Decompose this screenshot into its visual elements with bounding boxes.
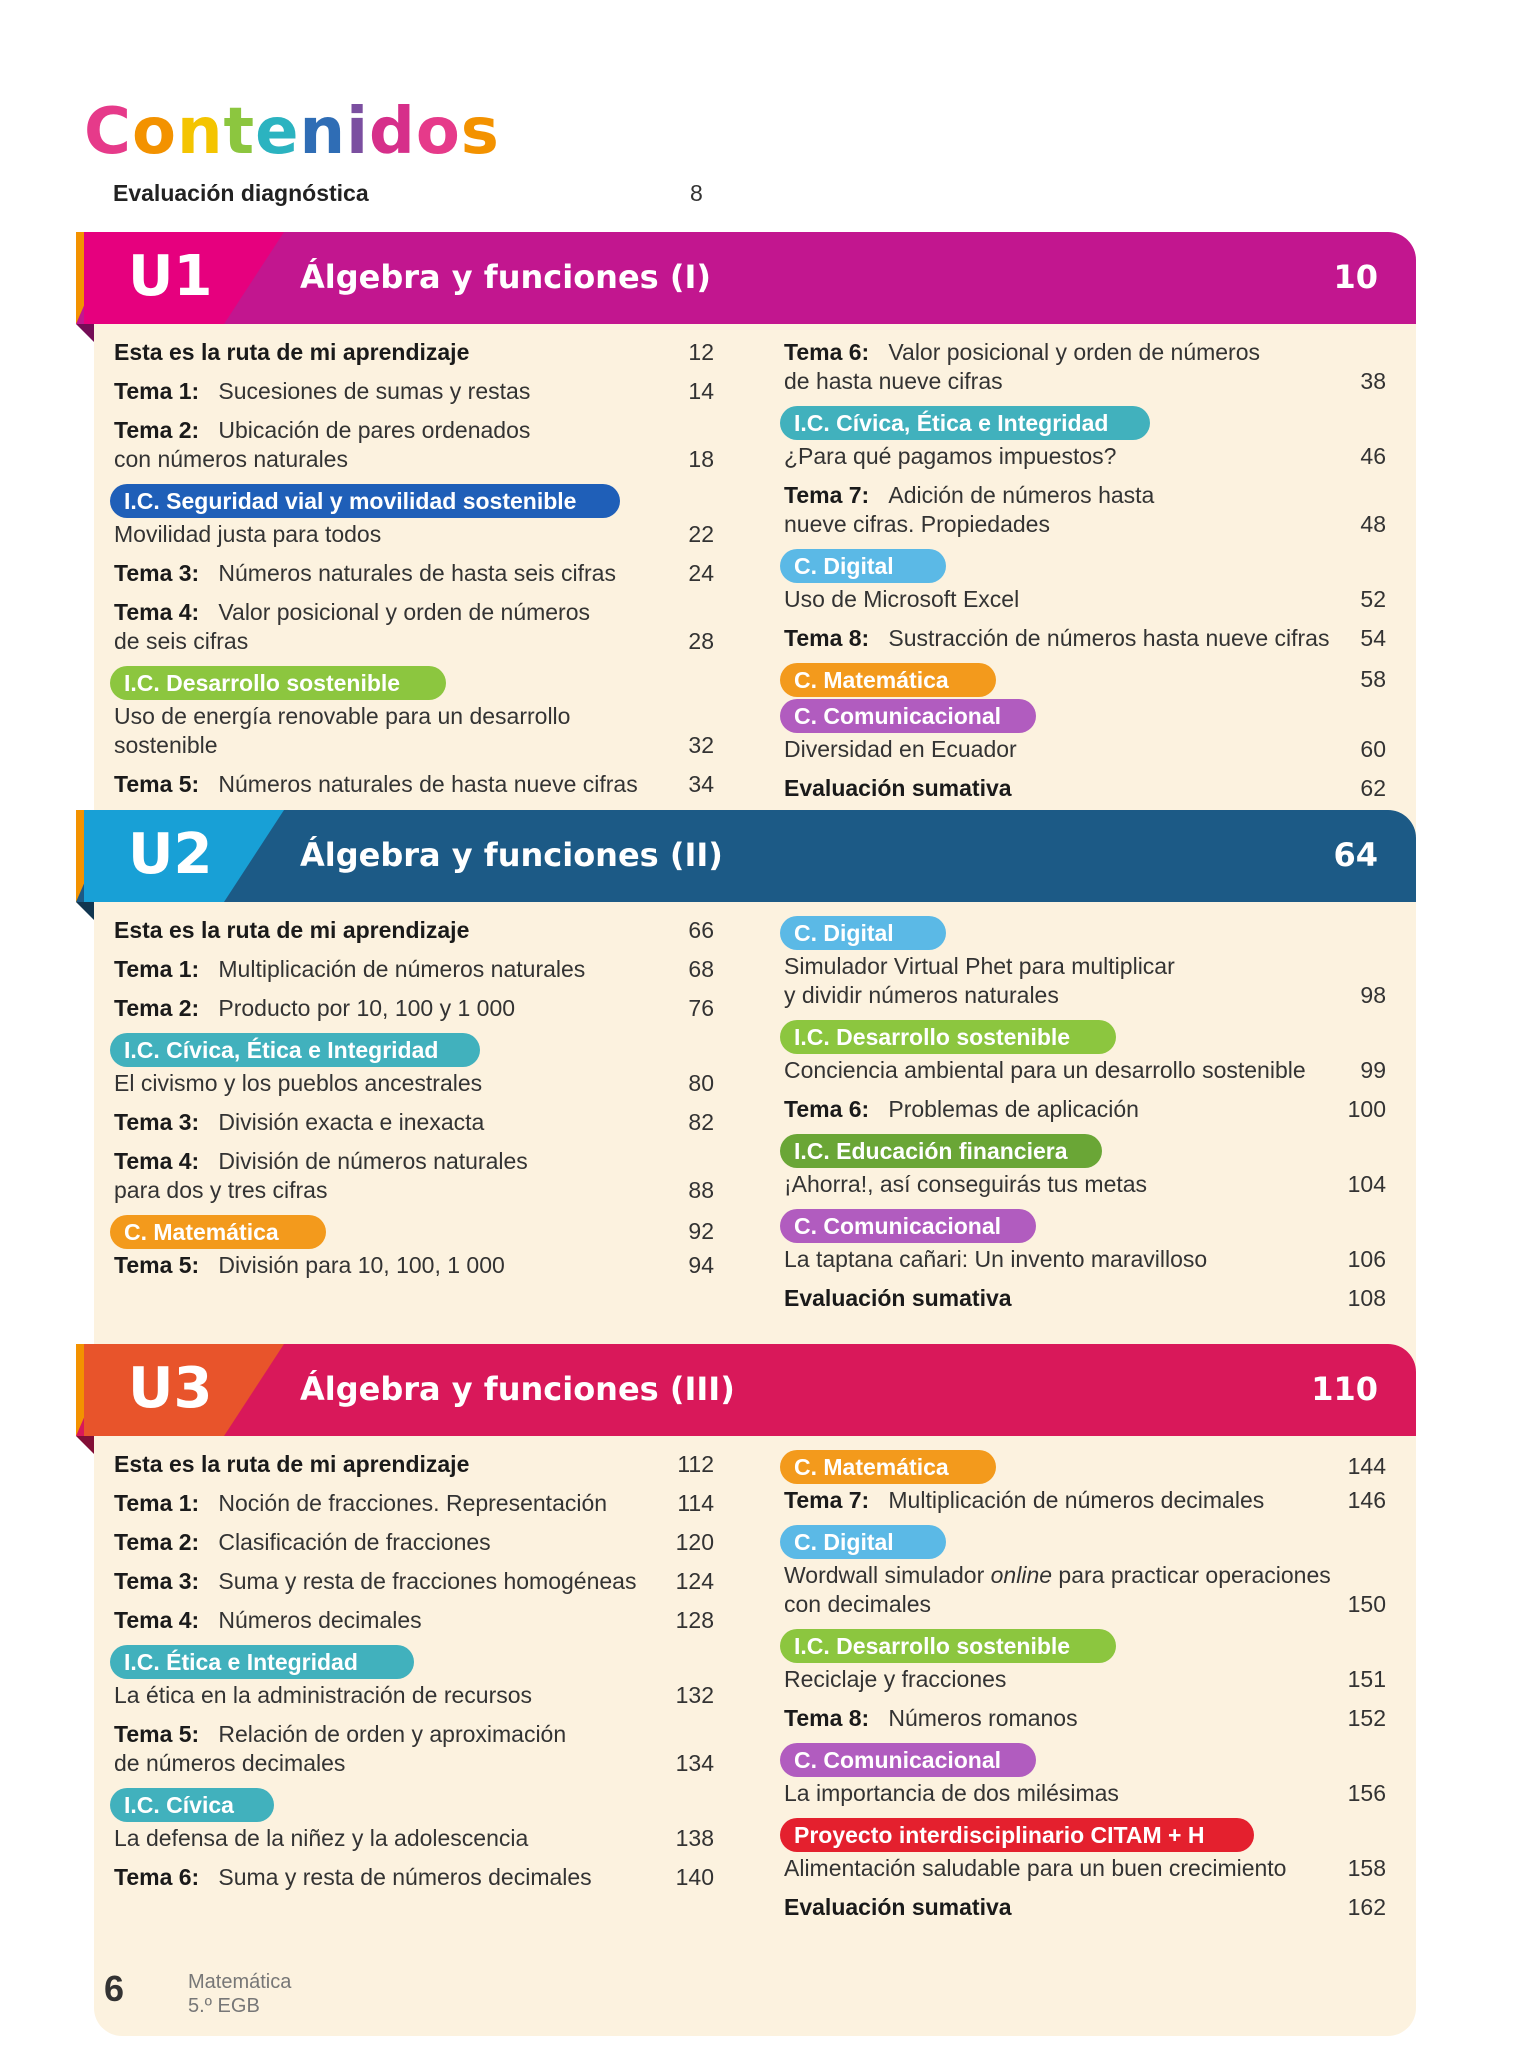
entry-label: Evaluación sumativa <box>784 1285 1012 1311</box>
entry-label: Tema 6: <box>114 1864 200 1890</box>
toc-entry[interactable] <box>114 559 714 588</box>
entry-line <box>784 1095 1386 1124</box>
entry-title: Noción de fracciones. Representación <box>218 1490 608 1516</box>
unit-title: Álgebra y funciones (III) <box>300 1370 735 1408</box>
entry-line <box>114 1251 714 1280</box>
title-letter: e <box>255 95 300 169</box>
section-badge[interactable]: C. Digital <box>780 549 946 583</box>
entry-line <box>114 1528 714 1557</box>
footer-grade: 5.º EGB <box>188 1995 260 2017</box>
toc-entry[interactable] <box>784 442 1386 471</box>
diagnostic-label: Evaluación diagnóstica <box>113 180 369 206</box>
entry-line <box>784 1056 1386 1085</box>
entry-line <box>784 1245 1386 1274</box>
toc-entry[interactable] <box>114 416 714 474</box>
entry-line <box>114 1681 714 1710</box>
entry-line <box>784 1854 1386 1883</box>
entry-page: 128 <box>675 1607 714 1633</box>
entry-title: Números naturales de hasta nueve cifras <box>218 771 638 797</box>
entry-label: Tema 7: <box>784 482 870 508</box>
entry-page: 140 <box>675 1864 714 1890</box>
entry-page: 80 <box>688 1070 714 1096</box>
entry-title: Diversidad en Ecuador <box>784 736 1017 762</box>
toc-entry[interactable] <box>114 1108 714 1137</box>
title-letter: i <box>346 95 369 169</box>
footer-page-number: 6 <box>104 1968 125 2009</box>
entry-label: Tema 3: <box>114 1568 200 1594</box>
entry-title: Sustracción de números hasta nueve cifras <box>888 625 1330 651</box>
entry-page: 22 <box>688 521 714 547</box>
entry-title: ¿Para qué pagamos impuestos? <box>784 443 1117 469</box>
entry-title: Números romanos <box>888 1705 1078 1731</box>
toc-entry[interactable] <box>784 585 1386 614</box>
entry-page: 158 <box>1347 1855 1386 1881</box>
entry-page: 52 <box>1360 586 1386 612</box>
entry-page: 62 <box>1360 775 1386 801</box>
entry-title: La importancia de dos milésimas <box>784 1780 1119 1806</box>
toc-entry[interactable] <box>784 1170 1386 1199</box>
section-badge[interactable]: C. Matemática <box>780 1450 996 1484</box>
entry-line <box>784 774 1386 803</box>
section-badge[interactable]: I.C. Cívica, Ética e Integridad <box>110 1033 480 1067</box>
entry-page: 114 <box>677 1490 714 1516</box>
entry-page: 108 <box>1347 1285 1386 1311</box>
entry-label: Tema 2: <box>114 1529 200 1555</box>
entry-title: División de números naturales <box>218 1148 528 1174</box>
section-badge[interactable]: I.C. Educación financiera <box>780 1134 1102 1168</box>
entry-title: Ubicación de pares ordenados <box>218 417 531 443</box>
entry-title-continued: de números decimales <box>114 1750 346 1776</box>
entry-title-continued: para dos y tres cifras <box>114 1177 328 1203</box>
entry-line <box>114 916 714 945</box>
entry-label: Tema 1: <box>114 1490 200 1516</box>
unit-section <box>76 232 1416 882</box>
entry-line <box>114 1824 714 1853</box>
entry-line <box>114 598 714 627</box>
entry-title-continued: con decimales <box>784 1591 932 1617</box>
entry-title: ¡Ahorra!, así conseguirás tus metas <box>784 1171 1148 1197</box>
toc-entry[interactable] <box>114 1069 714 1098</box>
entry-title: Reciclaje y fracciones <box>784 1666 1007 1692</box>
entry-page: 12 <box>688 339 714 365</box>
entry-page: 94 <box>688 1252 714 1278</box>
entry-title: Valor posicional y orden de números <box>888 339 1261 365</box>
entry-title: Números naturales de hasta seis cifras <box>218 560 616 586</box>
entry-page: 38 <box>1360 368 1386 394</box>
toc-entry[interactable] <box>114 338 714 367</box>
entry-line <box>784 442 1386 471</box>
toc-entry[interactable] <box>114 1567 714 1596</box>
entry-title-continued: con números naturales <box>114 446 348 472</box>
toc-entry[interactable] <box>114 702 714 760</box>
entry-title: División exacta e inexacta <box>218 1109 485 1135</box>
entry-line <box>784 1284 1386 1313</box>
entry-label: Tema 4: <box>114 1148 200 1174</box>
entry-line <box>784 481 1386 510</box>
entry-line <box>784 1779 1386 1808</box>
entry-title: Suma y resta de fracciones homogéneas <box>218 1568 637 1594</box>
entry-page: 24 <box>688 560 714 586</box>
toc-entry[interactable] <box>784 1056 1386 1085</box>
entry-title: Movilidad justa para todos <box>114 521 382 547</box>
entry-label: Esta es la ruta de mi aprendizaje <box>114 1451 470 1477</box>
entry-page: 132 <box>675 1682 714 1708</box>
entry-title: Producto por 10, 100 y 1 000 <box>218 995 516 1021</box>
entry-line <box>114 338 714 367</box>
title-letter: o <box>415 95 461 169</box>
entry-label: Tema 6: <box>784 1096 870 1122</box>
entry-page: 18 <box>688 446 714 472</box>
entry-line <box>114 1450 714 1479</box>
entry-page: 162 <box>1347 1894 1386 1920</box>
entry-page: 88 <box>688 1177 714 1203</box>
entry-title-continued: sostenible <box>114 732 218 758</box>
entry-page: 150 <box>1347 1591 1386 1617</box>
toc-entry[interactable] <box>784 1486 1386 1515</box>
entry-label: Tema 1: <box>114 956 200 982</box>
section-badge[interactable]: Proyecto interdisciplinario CITAM + H <box>780 1818 1254 1852</box>
entry-page: 99 <box>1360 1057 1386 1083</box>
entry-title: La taptana cañari: Un invento maravilloso <box>784 1246 1208 1272</box>
unit-page: 110 <box>1311 1370 1378 1408</box>
entry-title: Adición de números hasta <box>888 482 1155 508</box>
section-badge[interactable]: I.C. Desarrollo sostenible <box>780 1629 1116 1663</box>
toc-entry[interactable] <box>784 1665 1386 1694</box>
entry-page: 58 <box>1360 666 1386 692</box>
entry-title: Uso de energía renovable para un desarrollo <box>114 703 571 729</box>
entry-line <box>114 559 714 588</box>
unit-tab-fold <box>76 324 94 342</box>
entry-label: Esta es la ruta de mi aprendizaje <box>114 339 470 365</box>
entry-line <box>114 1567 714 1596</box>
entry-line <box>114 1108 714 1137</box>
toc-entry[interactable] <box>114 916 714 945</box>
entry-label: Esta es la ruta de mi aprendizaje <box>114 917 470 943</box>
unit-page: 64 <box>1333 836 1378 874</box>
entry-label: Tema 6: <box>784 339 870 365</box>
entry-page: 144 <box>1347 1453 1386 1479</box>
toc-entry[interactable] <box>784 338 1386 396</box>
entry-page: 124 <box>675 1568 714 1594</box>
unit-header[interactable] <box>76 810 1416 902</box>
entry-title: Clasificación de fracciones <box>218 1529 491 1555</box>
entry-label: Tema 5: <box>114 1252 200 1278</box>
entry-title: La defensa de la niñez y la adolescencia <box>114 1825 529 1851</box>
entry-label: Tema 4: <box>114 1607 200 1633</box>
unit-contents <box>94 902 1416 1414</box>
entry-label: Tema 5: <box>114 771 200 797</box>
toc-entry[interactable] <box>784 481 1386 539</box>
entry-page: 54 <box>1360 625 1386 651</box>
entry-title: Uso de Microsoft Excel <box>784 586 1020 612</box>
toc-entry[interactable] <box>114 1251 714 1280</box>
entry-line <box>784 735 1386 764</box>
entry-label: Tema 7: <box>784 1487 870 1513</box>
entry-page: 32 <box>688 732 714 758</box>
toc-entry[interactable] <box>784 624 1386 653</box>
entry-title: Alimentación saludable para un buen crecimiento <box>784 1855 1287 1881</box>
entry-page: 138 <box>675 1825 714 1851</box>
entry-page: 100 <box>1347 1096 1386 1122</box>
entry-label: Evaluación sumativa <box>784 775 1012 801</box>
entry-line <box>784 585 1386 614</box>
unit-section <box>76 1344 1416 2036</box>
entry-page: 152 <box>1347 1705 1386 1731</box>
entry-title-continued: de hasta nueve cifras <box>784 368 1003 394</box>
entry-title: Multiplicación de números naturales <box>218 956 586 982</box>
section-badge[interactable]: I.C. Cívica, Ética e Integridad <box>780 406 1150 440</box>
toc-entry[interactable] <box>784 1854 1386 1883</box>
entry-line <box>114 702 714 731</box>
entry-label: Tema 8: <box>784 625 870 651</box>
entry-label: Tema 2: <box>114 417 200 443</box>
title-letter: o <box>131 95 177 169</box>
entry-title: Conciencia ambiental para un desarrollo sostenible <box>784 1057 1306 1083</box>
toc-entry[interactable] <box>114 1528 714 1557</box>
section-badge[interactable]: I.C. Seguridad vial y movilidad sostenible <box>110 484 620 518</box>
unit-header[interactable] <box>76 232 1416 324</box>
toc-entry[interactable] <box>784 1704 1386 1733</box>
entry-label: Tema 4: <box>114 599 200 625</box>
unit-header[interactable] <box>76 1344 1416 1436</box>
toc-entry[interactable] <box>114 598 714 656</box>
entry-title: El civismo y los pueblos ancestrales <box>114 1070 483 1096</box>
entry-page: 146 <box>1347 1487 1386 1513</box>
entry-line <box>784 1893 1386 1922</box>
entry-line <box>784 1486 1386 1515</box>
entry-page: 46 <box>1360 443 1386 469</box>
entry-page: 104 <box>1347 1171 1386 1197</box>
entry-title: Problemas de aplicación <box>888 1096 1139 1122</box>
entry-line <box>114 416 714 445</box>
title-letter: d <box>369 95 416 169</box>
toc-entry[interactable] <box>114 1489 714 1518</box>
entry-page: 156 <box>1347 1780 1386 1806</box>
entry-line <box>784 1704 1386 1733</box>
entry-title: División para 10, 100, 1 000 <box>218 1252 505 1278</box>
entry-title: Wordwall simulador online para practicar operaciones <box>784 1562 1331 1588</box>
unit-page: 10 <box>1333 258 1378 296</box>
footer-subject <box>188 1970 291 2018</box>
entry-page: 76 <box>688 995 714 1021</box>
entry-page: 120 <box>675 1529 714 1555</box>
entry-line <box>784 952 1386 981</box>
section-badge[interactable]: I.C. Desarrollo sostenible <box>780 1020 1116 1054</box>
unit-tab-fold <box>76 1436 94 1454</box>
toc-entry[interactable] <box>114 994 714 1023</box>
entry-page: 60 <box>1360 736 1386 762</box>
toc-entry[interactable] <box>114 520 714 549</box>
title-letter: C <box>84 95 132 169</box>
toc-entry[interactable] <box>114 1863 714 1892</box>
toc-entry[interactable] <box>114 955 714 984</box>
entry-page: 34 <box>688 771 714 797</box>
entry-line <box>114 1863 714 1892</box>
toc-entry[interactable] <box>784 1561 1386 1619</box>
section-badge[interactable]: C. Matemática <box>780 663 996 697</box>
unit-contents <box>94 324 1416 882</box>
entry-line <box>784 1665 1386 1694</box>
entry-label: Tema 8: <box>784 1705 870 1731</box>
entry-page: 82 <box>688 1109 714 1135</box>
toc-entry[interactable] <box>114 770 714 799</box>
section-badge[interactable]: C. Matemática <box>110 1215 326 1249</box>
unit-title: Álgebra y funciones (I) <box>300 258 711 296</box>
entry-title: Números decimales <box>218 1607 422 1633</box>
page-title <box>84 95 500 169</box>
toc-entry[interactable] <box>784 952 1386 1010</box>
entry-page: 98 <box>1360 982 1386 1008</box>
title-letter: n <box>176 95 224 169</box>
entry-line <box>114 770 714 799</box>
unit-code: U2 <box>128 822 213 887</box>
entry-label: Tema 1: <box>114 378 200 404</box>
toc-entry[interactable] <box>114 1681 714 1710</box>
toc-entry[interactable] <box>114 1606 714 1635</box>
section-badge[interactable]: I.C. Cívica <box>110 1788 274 1822</box>
entry-line <box>114 955 714 984</box>
entry-page: 14 <box>688 378 714 404</box>
toc-entry[interactable] <box>784 1245 1386 1274</box>
section-badge[interactable]: C. Digital <box>780 916 946 950</box>
entry-title: Sucesiones de sumas y restas <box>218 378 531 404</box>
entry-label: Tema 5: <box>114 1721 200 1747</box>
entry-title: Simulador Virtual Phet para multiplicar <box>784 953 1175 979</box>
toc-entry[interactable] <box>784 735 1386 764</box>
title-letter: n <box>299 95 347 169</box>
entry-title: Suma y resta de números decimales <box>218 1864 592 1890</box>
entry-line <box>784 1561 1386 1590</box>
entry-title: Relación de orden y aproximación <box>218 1721 567 1747</box>
toc-entry[interactable] <box>114 1450 714 1479</box>
title-letter: t <box>223 95 256 169</box>
unit-code: U1 <box>128 244 213 309</box>
toc-entry[interactable] <box>784 1779 1386 1808</box>
footer-subject-name: Matemática <box>188 1971 292 1993</box>
entry-label: Evaluación sumativa <box>784 1894 1012 1920</box>
entry-line <box>784 624 1386 653</box>
section-badge[interactable]: C. Digital <box>780 1525 946 1559</box>
toc-entry[interactable] <box>784 774 1386 803</box>
toc-entry[interactable] <box>114 1720 714 1778</box>
section-badge[interactable]: I.C. Ética e Integridad <box>110 1645 414 1679</box>
section-badge[interactable]: C. Comunicacional <box>780 699 1036 733</box>
unit-title: Álgebra y funciones (II) <box>300 836 723 874</box>
entry-line <box>114 377 714 406</box>
entry-line <box>114 1147 714 1176</box>
entry-title-continued: de seis cifras <box>114 628 249 654</box>
entry-line <box>784 1170 1386 1199</box>
entry-line <box>114 1606 714 1635</box>
toc-entry[interactable] <box>114 1147 714 1205</box>
entry-page: 48 <box>1360 511 1386 537</box>
entry-page: 68 <box>688 956 714 982</box>
entry-label: Tema 3: <box>114 560 200 586</box>
entry-title: Multiplicación de números decimales <box>888 1487 1265 1513</box>
toc-entry[interactable] <box>784 1095 1386 1124</box>
toc-entry[interactable] <box>114 1824 714 1853</box>
entry-line <box>114 994 714 1023</box>
entry-page: 151 <box>1347 1666 1386 1692</box>
entry-page: 112 <box>677 1451 714 1477</box>
entry-page: 106 <box>1347 1246 1386 1272</box>
entry-title-continued: y dividir números naturales <box>784 982 1059 1008</box>
diagnostic-page: 8 <box>690 180 703 206</box>
toc-entry[interactable] <box>114 377 714 406</box>
entry-line <box>114 1720 714 1749</box>
entry-title-continued: nueve cifras. Propiedades <box>784 511 1050 537</box>
entry-line <box>114 520 714 549</box>
section-badge[interactable]: C. Comunicacional <box>780 1209 1036 1243</box>
entry-line <box>114 1069 714 1098</box>
section-badge[interactable]: I.C. Desarrollo sostenible <box>110 666 446 700</box>
section-badge[interactable]: C. Comunicacional <box>780 1743 1036 1777</box>
entry-page: 134 <box>675 1750 714 1776</box>
entry-page: 28 <box>688 628 714 654</box>
toc-entry[interactable] <box>784 1284 1386 1313</box>
unit-section <box>76 810 1416 1414</box>
entry-label: Tema 2: <box>114 995 200 1021</box>
entry-label: Tema 3: <box>114 1109 200 1135</box>
unit-code: U3 <box>128 1356 213 1421</box>
title-letter: s <box>460 95 500 169</box>
entry-page: 92 <box>688 1218 714 1244</box>
entry-line <box>784 338 1386 367</box>
toc-entry[interactable] <box>784 1893 1386 1922</box>
unit-contents <box>94 1436 1416 2036</box>
italic-word: online <box>990 1562 1053 1588</box>
entry-title: Valor posicional y orden de números <box>218 599 591 625</box>
entry-line <box>114 1489 714 1518</box>
entry-title: La ética en la administración de recursos <box>114 1682 533 1708</box>
unit-tab-fold <box>76 902 94 920</box>
entry-page: 66 <box>688 917 714 943</box>
